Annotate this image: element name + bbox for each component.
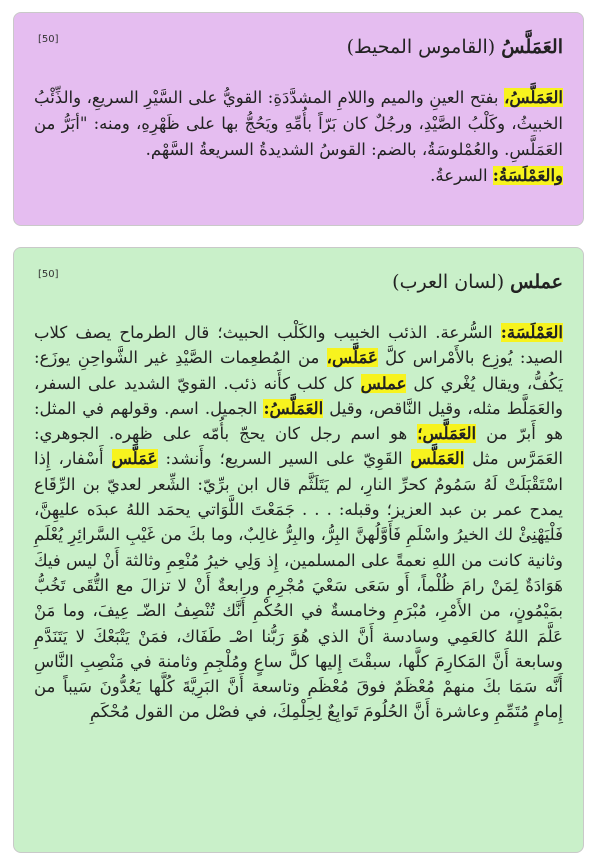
definition-segment: العَمَلَّس؛ xyxy=(417,424,477,444)
definition-segment: بفتح العينِ والميم واللامِ المشدَّدَةِ: القويُّ على السَّيْرِ السريعِ، والذِّئْبُ الخبيثُ، وكَلْبُ الصَّيْدِ، ورجُلٌ كان بَرّاً بأُمِّهِ ويَحُجُّ بها على ظَهْرِهِ، ومنه: "أبَرُّ من العَمَلَّسِ. والعُمْلوسَةُ، بالضم: القوسُ الشديدةُ السريعةُ السَّهْم. xyxy=(34,88,563,159)
definition-segment: العَمَلَّسُ: xyxy=(263,398,324,418)
entry-title xyxy=(34,33,563,61)
entry-headword: العَمَلَّسُ xyxy=(501,36,563,58)
definition-segment: العَمَلَّسُ، xyxy=(504,88,563,107)
entry-source: (لسان العرب) xyxy=(392,271,505,293)
definition-segment: الجميل. اسم. وقولهم في المثل: هو أَبرّ من xyxy=(34,398,564,444)
definition-segment: السرعةُ. xyxy=(430,166,493,185)
entry-reference: [50] xyxy=(38,269,59,280)
definition-segment: القَوِيّ على السير السريع؛ وأَنشد: xyxy=(157,449,411,469)
definition-segment: عَمَلَّس xyxy=(111,449,158,469)
definition-segment: أَسْفار، إِذا اسْتَقْبَلَتْ لَهُ سَمُومٌ كحرِّ النارِ، لم يَتَلَثَّم قال ابن برِّيّ: الشِّعر لعديّ بن الرِّقَاع يمدح عمر بن عبد العزيز؛ وقبله: . . . جَمَعْتَ اللَّوَاتي يحمَد اللهُ عبدَه عليهِنَّ، فَلْيَهْنِئْ لك الخيرُ واسْلَمِ فَأَوَّلُهنَّ البِرُّ، والبِرُّ غالِبٌ، وما بكَ من غَيْبِ السَّرائِرِ يُعْلَمِ وثانية كانت من اللهِ نعمةً على المسلمين، إِذ وَلِي خيرُ مُنْعِمِ وثالثة أَنْ ليس فيكَ هَوَادَةٌ لِمَنْ رامَ ظُلْماً، أَو سَعَى سَعْيَ مُجْرِمِ ورابعةٌ أَنْ لا تزالَ مع التُّقَى تَخُبُّ بمَيْمُونٍ، من الأَمْرِ، مُبْرَمِ وخامسةٌ في الحُكْمِ أَنَّك تُنْصِفُ الضّـ عِيفَ، وما مَنْ عَلَّمَ اللهُ كالعَمِي وسادسة أَنَّ الذي هُوَ رَبُّنا اصْـ طَفَاك، فمَنْ يَتْبَعْكَ لا يَتَنَدَّمِ وسابعة أَنَّ المَكارِمَ كلَّها، سبقْتَ إِليها كلَّ ساعٍ ومُلْجِمِ وثامنة في مَنْصِبِ النَّاسِ أَنَّه سَمَا بكَ منهمْ مُعْظَمٌ فوقَ مُعْظَمِ وتاسعة أَنَّ البَرِيَّةَ كُلَّها يَعُدُّونَ سَيباً من إِمامٍ مُتَمِّمِ وعاشرة أَنَّ الحُلُومَ تَوابِعٌ لِحِلْمِكَ، في فصْل من القول مُحْكَمِ xyxy=(34,449,563,722)
definition-segment: عَمَلَّس، xyxy=(326,348,378,368)
definition-segment: السُّرعة. الذئب الخبيب والكَلْب الحبيث؛ قال الطرماح يصف كلاب الصيد: يُوزِع بالأَمْراس كلَّ xyxy=(34,323,564,368)
definition-segment: العَمْلَسَة: xyxy=(500,323,563,342)
entry-reference: [50] xyxy=(38,34,59,45)
entry-card-lisan xyxy=(13,247,584,853)
entry-title xyxy=(34,268,563,296)
definition-segment: هو اسم رجل كان يحجّ بأُمّه على ظهره. الجوهري: العَمَرَّس مثل xyxy=(34,424,563,469)
entry-definition xyxy=(34,320,563,725)
definition-segment: عملس xyxy=(360,373,407,393)
entry-card-qamus xyxy=(13,12,584,226)
entry-source: (القاموس المحيط) xyxy=(346,36,496,58)
definition-segment: كل كلب كأَنه ذئب. القويّ الشديد على السفر، والعَمَلَّط مثله، وقيل النَّاقص، وقيل xyxy=(34,373,563,418)
entry-definition xyxy=(34,85,563,189)
definition-segment: والعَمْلَسَةُ: xyxy=(492,166,563,185)
definition-segment: من المُطعِمات الصَّيْدِ غير الشَّواحِنِ يوزَع: يَكُفُّ، ويقال يُغْري كل xyxy=(34,348,563,393)
entry-headword: عملس xyxy=(510,271,563,293)
definition-segment: العَمَلَّس xyxy=(410,449,465,469)
